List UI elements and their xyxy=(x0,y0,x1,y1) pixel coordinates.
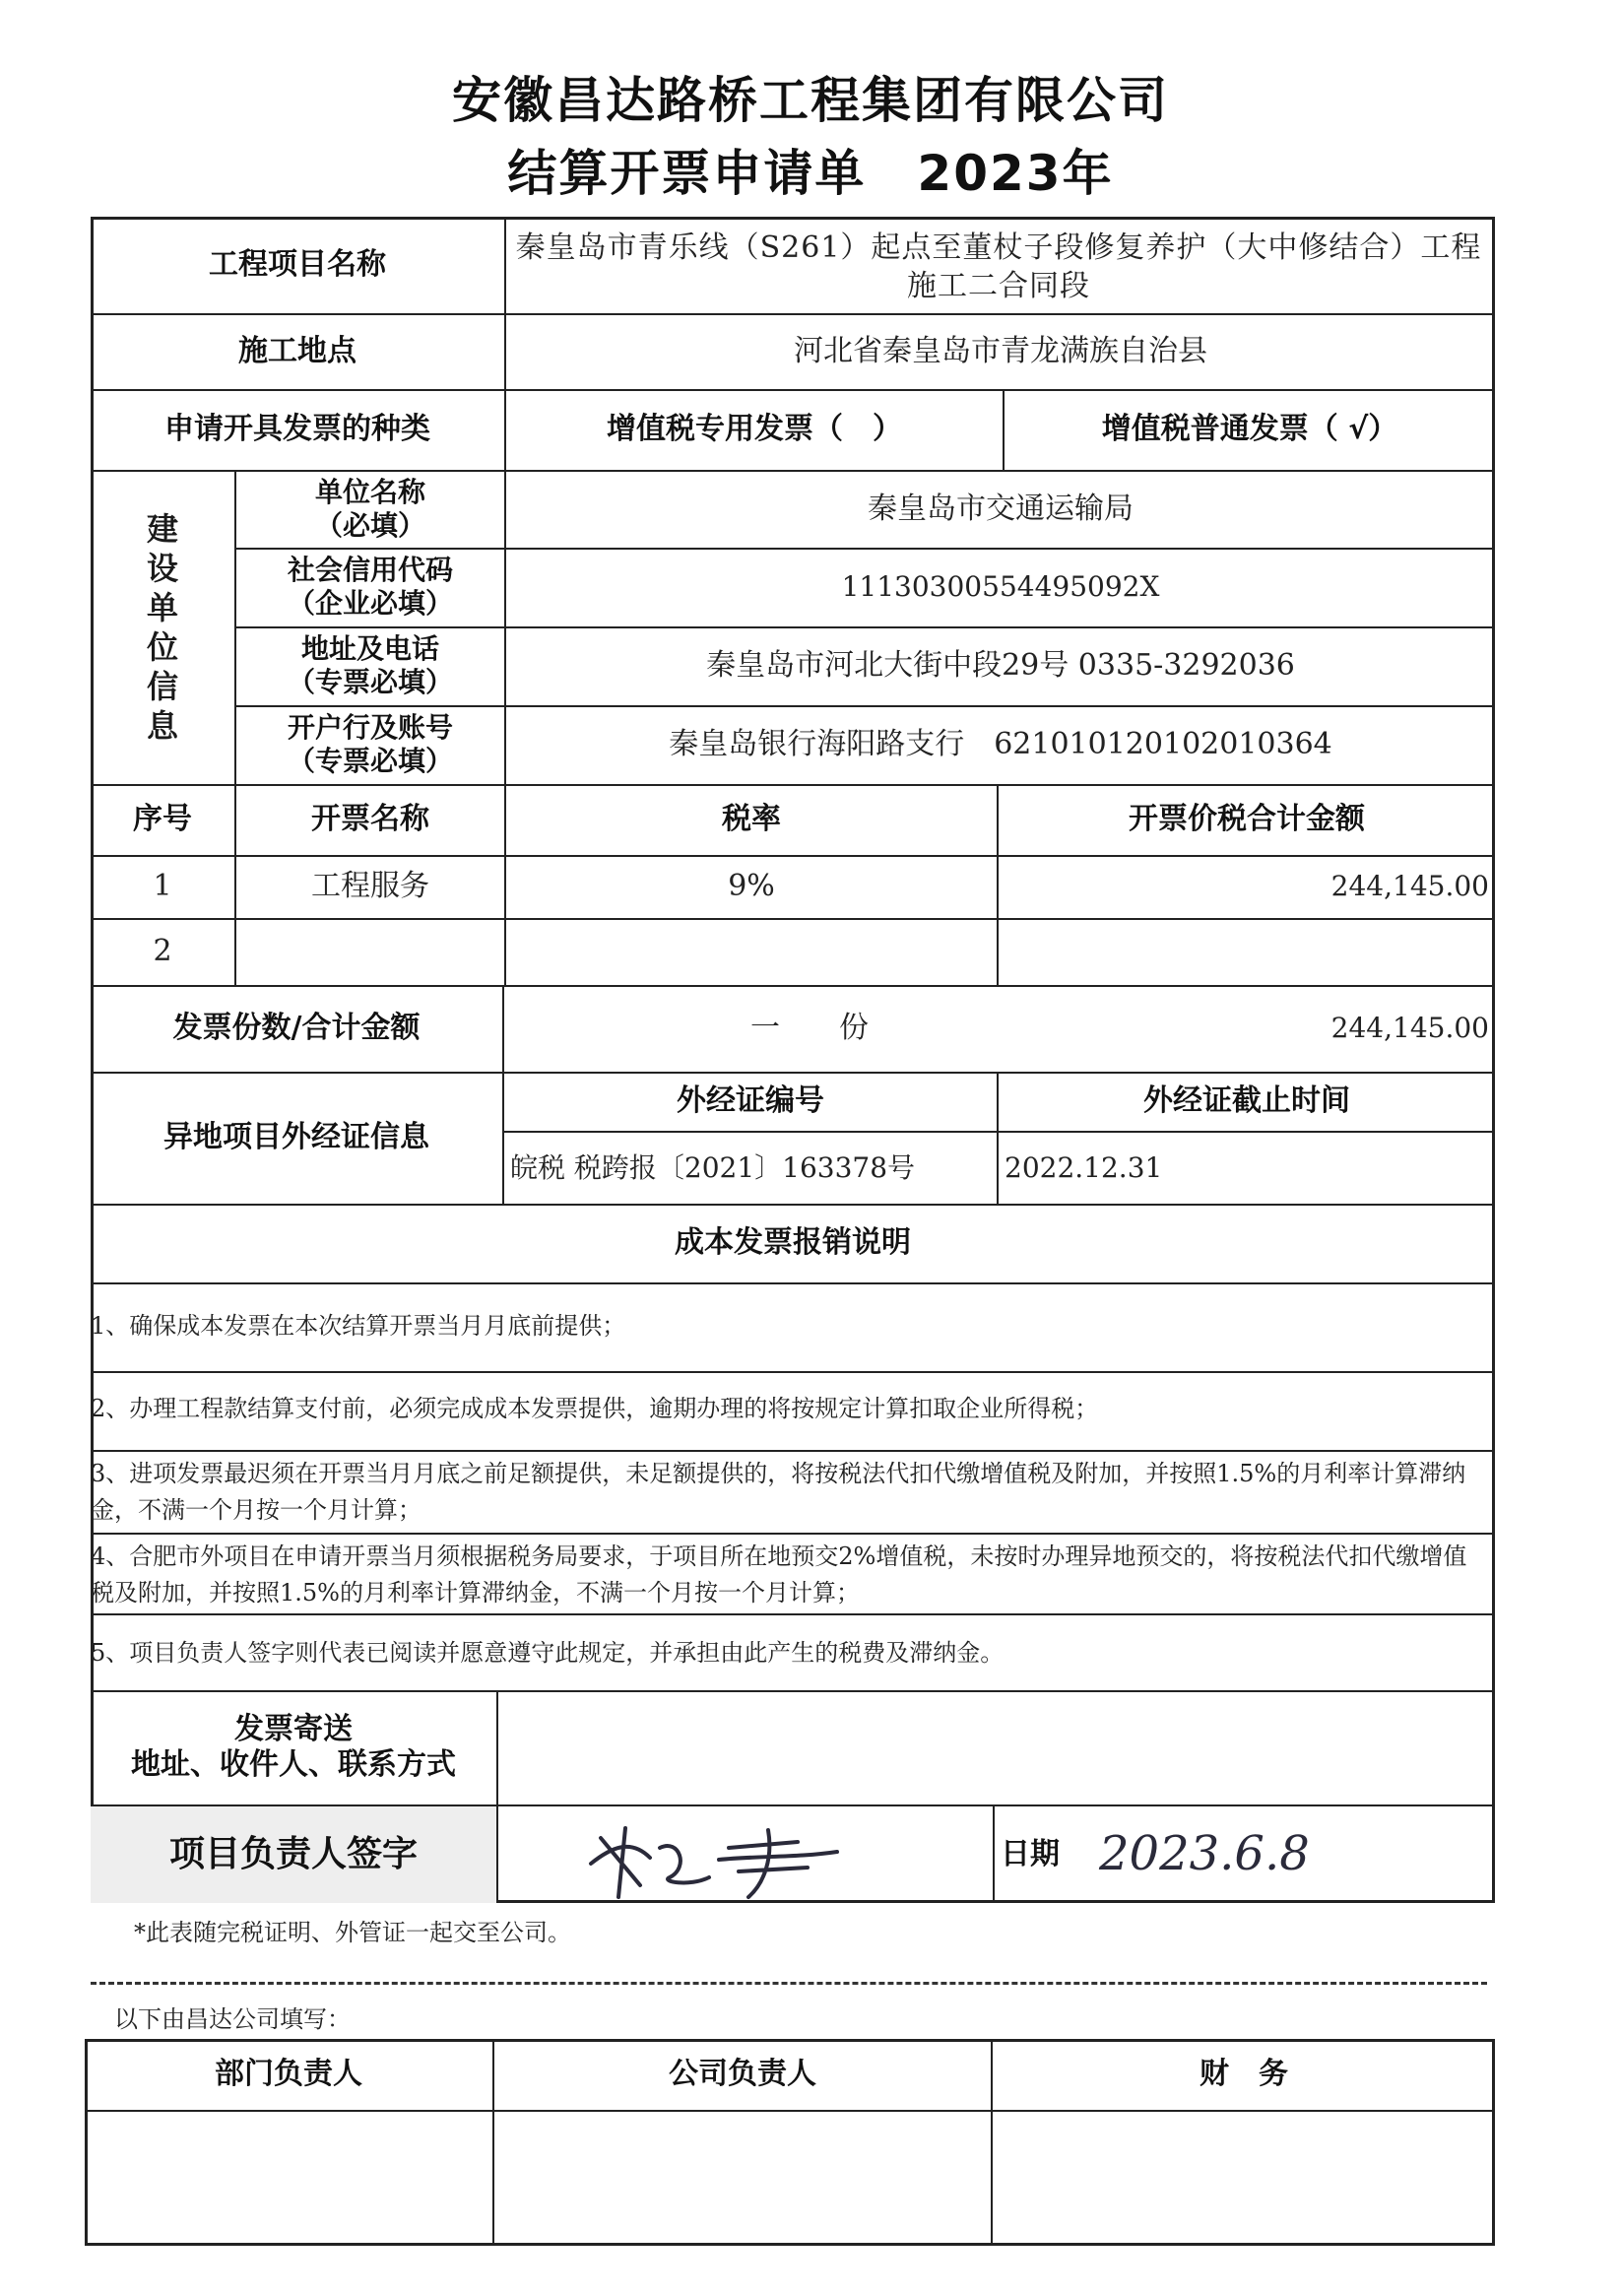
invoice-mailing-label: 发票寄送 地址、收件人、联系方式 xyxy=(131,1712,456,1782)
col-header-amount: 开票价税合计金额 xyxy=(1129,802,1365,836)
row-1-name: 工程服务 xyxy=(311,869,429,903)
invoice-type-label: 申请开具发票的种类 xyxy=(164,412,430,446)
cost-notes-title: 成本发票报销说明 xyxy=(675,1225,911,1260)
project-name-value: 秦皇岛市青乐线（S261）起点至董杖子段修复养护（大中修结合）工程施工二合同段 xyxy=(515,230,1482,303)
project-manager-signature xyxy=(571,1808,867,1903)
project-name-label: 工程项目名称 xyxy=(209,247,386,282)
row-1-no: 1 xyxy=(153,869,172,903)
cost-note-3: 3、进项发票最迟须在开票当月月底之前足额提供，未足额提供的，将按税法代扣代缴增值税及附加，并按照1.5%的月利率计算滞纳金，不满一个月按一个月计算； xyxy=(91,1460,1466,1525)
external-cert-date-value: 2022.12.31 xyxy=(1005,1151,1163,1185)
cut-line xyxy=(91,1982,1487,1985)
external-cert-no-header: 外经证编号 xyxy=(677,1083,824,1118)
col-header-name: 开票名称 xyxy=(311,802,429,836)
row-1-amount: 244,145.00 xyxy=(1330,870,1489,903)
special-invoice-option: 增值税专用发票（ ） xyxy=(607,412,902,446)
site-value: 河北省秦皇岛市青龙满族自治县 xyxy=(794,333,1207,368)
cost-note-4: 4、合肥市外项目在申请开票当月须根据税务局要求，于项目所在地预交2%增值税，未按时办理异地预交的，将按税法代扣代缴增值税及附加，并按照1.5%的月利率计算滞纳金，不满一个月按一个月计算； xyxy=(91,1542,1467,1607)
unit-name-value: 秦皇岛市交通运输局 xyxy=(868,491,1134,526)
total-label: 发票份数/合计金额 xyxy=(172,1011,421,1045)
external-cert-no-value: 皖税 税跨报〔2021〕163378号 xyxy=(510,1151,916,1185)
bank-account-value: 秦皇岛银行海阳路支行 621010120102010364 xyxy=(669,727,1332,761)
col-header-rate: 税率 xyxy=(722,802,781,836)
address-phone-value: 秦皇岛市河北大街中段29号 0335-3292036 xyxy=(706,648,1295,683)
cost-note-1: 1、确保成本发票在本次结算开票当月月底前提供； xyxy=(91,1312,626,1340)
company-head-header: 公司负责人 xyxy=(669,2057,816,2091)
external-cert-date-header: 外经证截止时间 xyxy=(1143,1083,1350,1118)
credit-code-value: 11130300554495092X xyxy=(841,570,1160,604)
total-amount: 244,145.00 xyxy=(1330,1012,1489,1045)
site-label: 施工地点 xyxy=(238,333,357,368)
row-1-rate: 9% xyxy=(728,869,775,903)
address-phone-label: 地址及电话 （专票必填） xyxy=(287,632,453,698)
cost-note-2: 2、办理工程款结算支付前，必须完成成本发票提供，逾期办理的将按规定计算扣取企业所得税； xyxy=(91,1395,1099,1422)
external-cert-label: 异地项目外经证信息 xyxy=(163,1120,429,1154)
form-title: 结算开票申请单 2023年 xyxy=(507,145,1114,202)
credit-code-label: 社会信用代码 （企业必填） xyxy=(287,554,453,620)
cost-note-5: 5、项目负责人签字则代表已阅读并愿意遵守此规定，并承担由此产生的税费及滞纳金。 xyxy=(91,1639,1005,1667)
project-manager-signature-label: 项目负责人签字 xyxy=(91,1806,496,1903)
row-2-no: 2 xyxy=(153,934,172,968)
sign-date: 2023.6.8 xyxy=(1099,1826,1310,1882)
finance-header: 财 务 xyxy=(1200,2057,1288,2091)
buyer-section-label: 建 设 单 位 信 息 xyxy=(146,509,178,745)
total-count: 一 份 xyxy=(750,1011,869,1045)
footnote: *此表随完税证明、外管证一起交至公司。 xyxy=(134,1919,571,1946)
general-invoice-option: 增值税普通发票（ √） xyxy=(1101,412,1398,446)
unit-name-label: 单位名称 （必填） xyxy=(314,475,425,542)
date-label: 日期 xyxy=(1001,1837,1060,1871)
col-header-no: 序号 xyxy=(133,802,192,836)
company-section-intro: 以下由昌达公司填写： xyxy=(114,2005,351,2033)
dept-head-header: 部门负责人 xyxy=(215,2057,362,2091)
bank-account-label: 开户行及账号 （专票必填） xyxy=(287,711,453,777)
company-title: 安徽昌达路桥工程集团有限公司 xyxy=(452,72,1169,129)
